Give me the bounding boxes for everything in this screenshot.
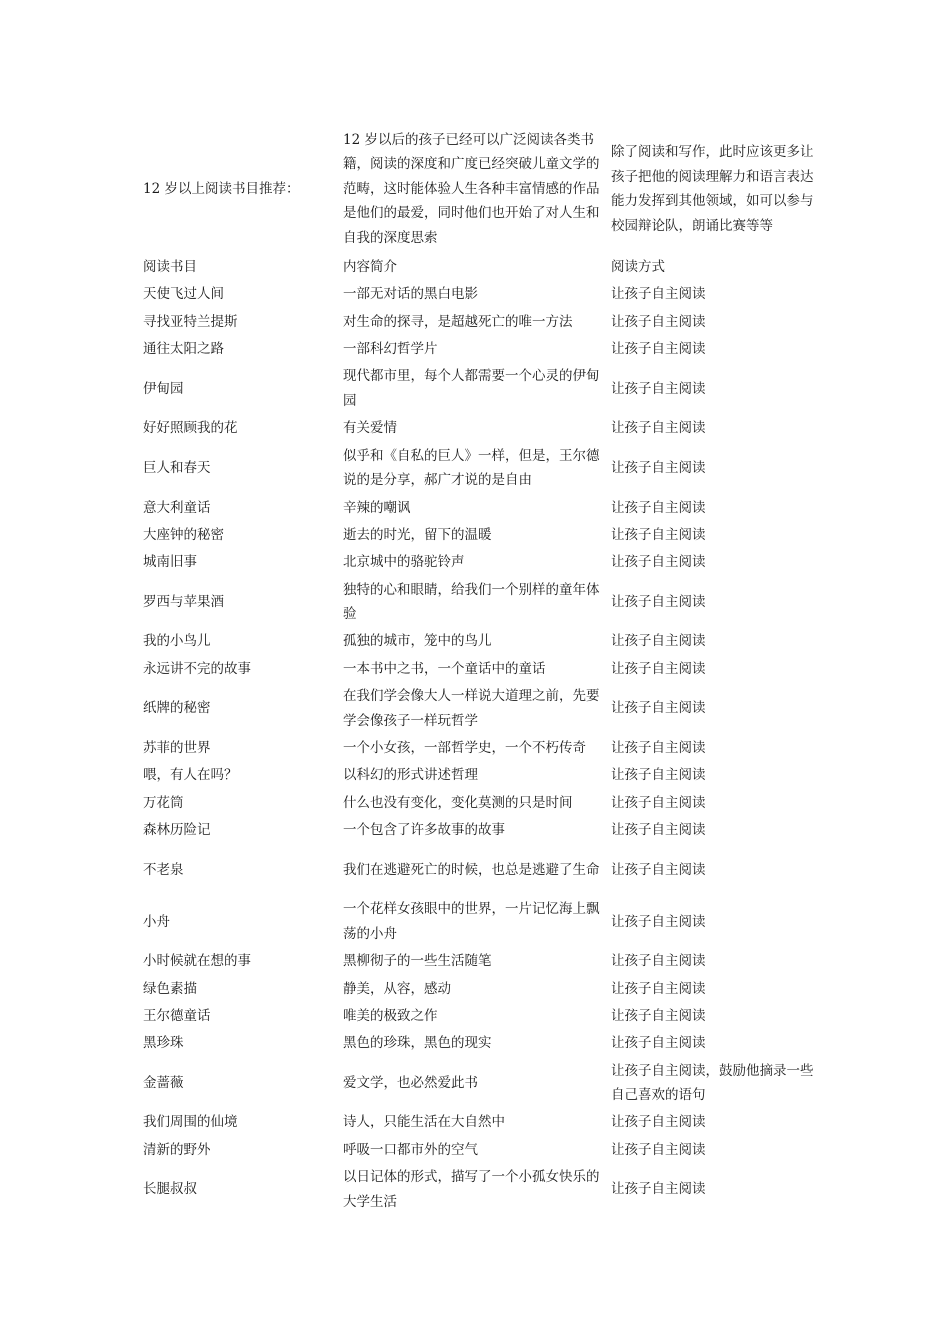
book-title: 长腿叔叔 [143, 1181, 197, 1198]
book-summary: 一个小女孩，一部哲学史，一个不朽传奇 [343, 740, 586, 757]
book-method: 让孩子自主阅读 [611, 1035, 706, 1052]
book-summary: 以日记体的形式，描写了一个小孤女快乐的大学生活 [343, 1169, 600, 1210]
book-summary: 似乎和《自私的巨人》一样，但是，王尔德说的是分享，郝广才说的是自由 [343, 447, 600, 489]
table-row [139, 1057, 814, 1109]
header-title: 阅读书目 [143, 259, 197, 276]
book-method: 让孩子自主阅读 [611, 700, 706, 717]
book-method: 让孩子自主阅读 [611, 420, 706, 437]
table-row [139, 494, 814, 521]
book-title: 清新的野外 [143, 1141, 211, 1158]
header-method: 阅读方式 [611, 259, 665, 276]
table-row [139, 281, 814, 308]
table-row [139, 683, 814, 735]
book-title: 小舟 [143, 913, 170, 930]
intro-label: 12 岁以上阅读书目推荐： [143, 180, 300, 197]
table-row [139, 975, 814, 1002]
book-method: 让孩子自主阅读 [611, 660, 706, 677]
table-row [139, 844, 814, 896]
intro-description: 12 岁以后的孩子已经可以广泛阅读各类书籍，阅读的深度和广度已经突破儿童文学的范畴，这时能体验人生各种丰富情感的作品是他们的最爱，同时他们也开始了对人生和自我的深度思索 [343, 131, 600, 246]
book-title: 喂，有人在吗？ [143, 767, 238, 784]
table-row [139, 576, 814, 628]
book-summary: 在我们学会像大人一样说大道理之前，先要学会像孩子一样玩哲学 [343, 688, 600, 729]
book-method: 让孩子自主阅读 [611, 794, 706, 811]
table-row [139, 521, 814, 548]
book-title: 大座钟的秘密 [143, 526, 224, 543]
table-row [139, 363, 814, 415]
book-method: 让孩子自主阅读 [611, 526, 706, 543]
book-title: 罗西与苹果酒 [143, 593, 224, 610]
book-title: 苏菲的世界 [143, 740, 211, 757]
table-row [139, 762, 814, 789]
book-title: 巨人和春天 [143, 459, 211, 476]
book-title: 小时候就在想的事 [143, 953, 251, 970]
table-row [139, 655, 814, 682]
table-row [139, 789, 814, 816]
book-method: 让孩子自主阅读 [611, 313, 706, 330]
book-summary: 黑色的珍珠，黑色的现实 [343, 1035, 492, 1052]
table-row [139, 415, 814, 442]
book-method: 让孩子自主阅读 [611, 913, 706, 930]
table-row [139, 1002, 814, 1029]
book-method: 让孩子自主阅读 [611, 767, 706, 784]
book-title: 纸牌的秘密 [143, 700, 211, 717]
reading-list-table [139, 124, 814, 1216]
book-title: 意大利童话 [143, 499, 211, 516]
book-title: 伊甸园 [143, 380, 184, 397]
table-row [139, 1030, 814, 1057]
table-row [139, 1164, 814, 1216]
book-summary: 呼吸一口都市外的空气 [343, 1141, 478, 1158]
book-title: 不老泉 [143, 861, 184, 878]
book-summary: 黑柳彻子的一些生活随笔 [343, 953, 492, 970]
book-summary: 诗人，只能生活在大自然中 [343, 1114, 505, 1131]
book-method: 让孩子自主阅读 [611, 459, 706, 476]
table-row [139, 1136, 814, 1163]
table-row [139, 442, 814, 494]
book-summary: 一部科幻哲学片 [343, 340, 438, 357]
book-title: 天使飞过人间 [143, 286, 224, 303]
book-summary: 独特的心和眼睛，给我们一个别样的童年体验 [343, 581, 600, 623]
book-method: 让孩子自主阅读 [611, 554, 706, 571]
table-row [139, 1109, 814, 1136]
book-summary: 什么也没有变化，变化莫测的只是时间 [343, 794, 573, 811]
intro-method: 除了阅读和写作，此时应该更多让孩子把他的阅读理解力和语言表达能力发挥到其他领域，如可以参与校园辩论队，朗诵比赛等等 [611, 144, 814, 234]
book-method: 让孩子自主阅读 [611, 1007, 706, 1024]
book-method: 让孩子自主阅读 [611, 593, 706, 610]
book-method: 让孩子自主阅读 [611, 633, 706, 650]
table-header-row [139, 254, 814, 281]
table-row [139, 628, 814, 655]
table-row [139, 549, 814, 576]
book-title: 我的小鸟儿 [143, 633, 211, 650]
book-title: 王尔德童话 [143, 1007, 211, 1024]
table-row [139, 735, 814, 762]
book-title: 金蔷薇 [143, 1074, 184, 1091]
book-summary: 有关爱情 [343, 420, 397, 437]
book-title: 通往太阳之路 [143, 340, 224, 357]
book-title: 万花筒 [143, 794, 184, 811]
book-summary: 现代都市里，每个人都需要一个心灵的伊甸园 [343, 368, 600, 409]
book-method: 让孩子自主阅读 [611, 861, 706, 878]
intro-row [139, 124, 814, 254]
book-method: 让孩子自主阅读 [611, 1181, 706, 1198]
table-row [139, 896, 814, 948]
table-row [139, 817, 814, 844]
table-row [139, 308, 814, 335]
header-summary: 内容简介 [343, 259, 397, 276]
book-summary: 逝去的时光，留下的温暖 [343, 526, 492, 543]
book-method: 让孩子自主阅读 [611, 1114, 706, 1131]
book-summary: 辛辣的嘲讽 [343, 499, 411, 516]
book-method: 让孩子自主阅读 [611, 380, 706, 397]
book-summary: 一个包含了许多故事的故事 [343, 821, 505, 838]
book-title: 好好照顾我的花 [143, 420, 238, 437]
book-method: 让孩子自主阅读 [611, 499, 706, 516]
book-method: 让孩子自主阅读 [611, 821, 706, 838]
book-title: 森林历险记 [143, 821, 211, 838]
book-method: 让孩子自主阅读 [611, 1141, 706, 1158]
book-summary: 一本书中之书，一个童话中的童话 [343, 660, 546, 677]
book-summary: 以科幻的形式讲述哲理 [343, 767, 478, 784]
book-summary: 对生命的探寻，是超越死亡的唯一方法 [343, 313, 573, 330]
book-title: 永远讲不完的故事 [143, 660, 251, 677]
book-title: 绿色素描 [143, 980, 197, 997]
book-summary: 我们在逃避死亡的时候，也总是逃避了生命 [343, 861, 600, 878]
table-row [139, 336, 814, 363]
book-summary: 一部无对话的黑白电影 [343, 286, 478, 303]
book-summary: 北京城中的骆驼铃声 [343, 554, 465, 571]
book-title: 城南旧事 [143, 554, 197, 571]
book-title: 黑珍珠 [143, 1035, 184, 1052]
book-summary: 唯美的极致之作 [343, 1007, 438, 1024]
book-method: 让孩子自主阅读，鼓励他摘录一些自己喜欢的语句 [611, 1062, 814, 1104]
book-summary: 孤独的城市，笼中的鸟儿 [343, 633, 492, 650]
book-title: 寻找亚特兰提斯 [143, 313, 238, 330]
book-method: 让孩子自主阅读 [611, 286, 706, 303]
book-summary: 爱文学，也必然爱此书 [343, 1074, 478, 1091]
book-title: 我们周围的仙境 [143, 1114, 238, 1131]
book-summary: 一个花样女孩眼中的世界，一片记忆海上飘荡的小舟 [343, 901, 600, 942]
book-method: 让孩子自主阅读 [611, 740, 706, 757]
book-method: 让孩子自主阅读 [611, 953, 706, 970]
book-method: 让孩子自主阅读 [611, 340, 706, 357]
table-row [139, 948, 814, 975]
book-summary: 静美，从容，感动 [343, 980, 451, 997]
book-method: 让孩子自主阅读 [611, 980, 706, 997]
